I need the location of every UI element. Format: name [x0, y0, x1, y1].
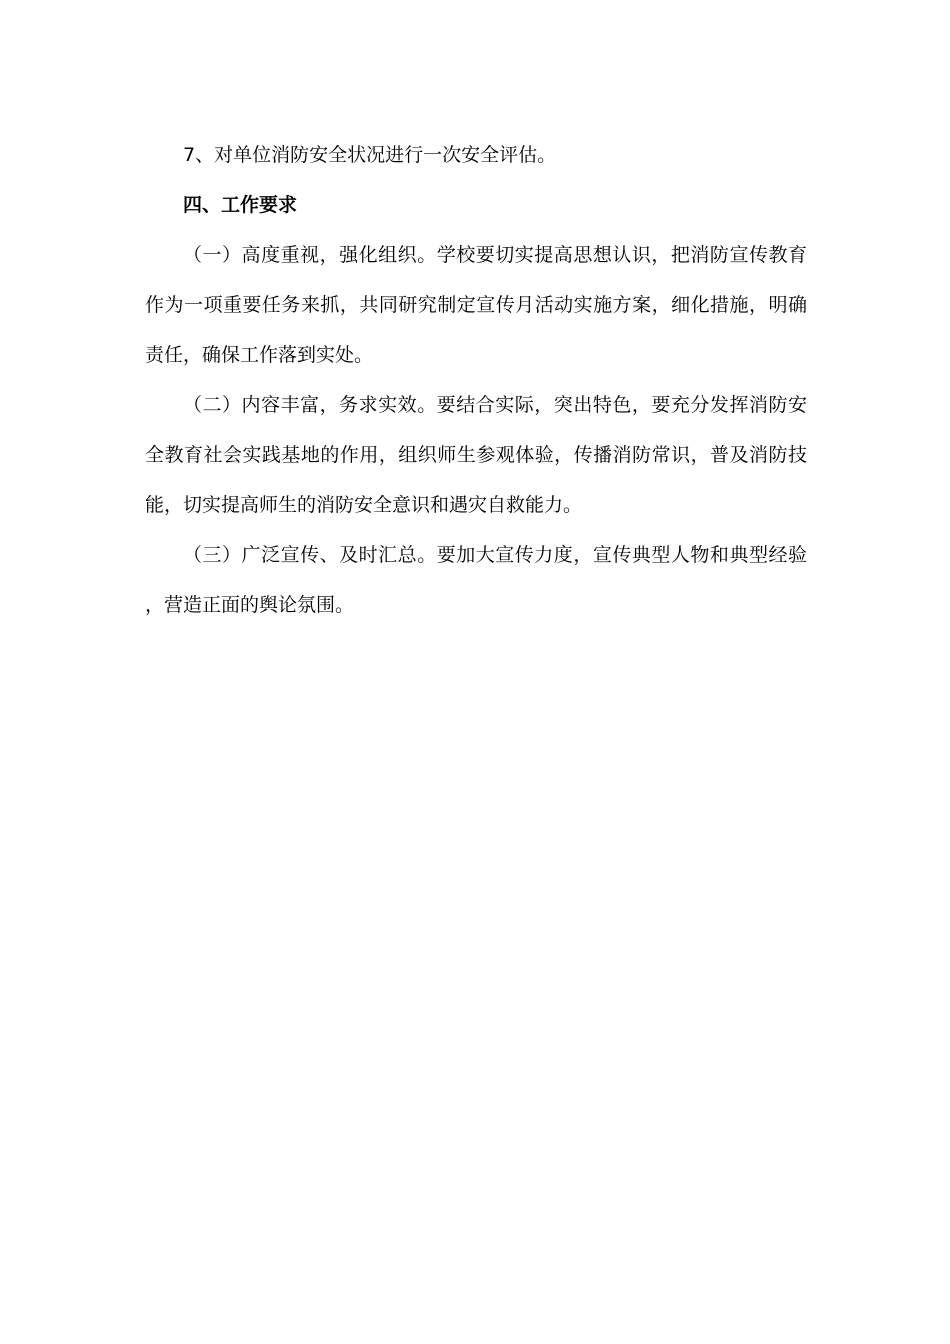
- requirement-1-paragraph: （一）高度重视，强化组织。学校要切实提高思想认识，把消防宣传教育作为一项重要任务来抓，共同研究制定宣传月活动实施方案，细化措施，明确责任，确保工作落到实处。: [145, 244, 807, 366]
- item-7-paragraph: 7、对单位消防安全状况进行一次安全评估。: [183, 144, 557, 166]
- section-4-heading: 四、工作要求: [183, 194, 298, 216]
- requirement-3-paragraph: （三）广泛宣传、及时汇总。要加大宣传力度，宣传典型人物和典型经验，营造正面的舆论氛围。: [145, 544, 807, 616]
- document-body: [145, 130, 807, 630]
- requirement-2-paragraph: （二）内容丰富，务求实效。要结合实际，突出特色，要充分发挥消防安全教育社会实践基地的作用，组织师生参观体验，传播消防常识，普及消防技能，切实提高师生的消防安全意识和遇灾自救能力。: [145, 394, 807, 516]
